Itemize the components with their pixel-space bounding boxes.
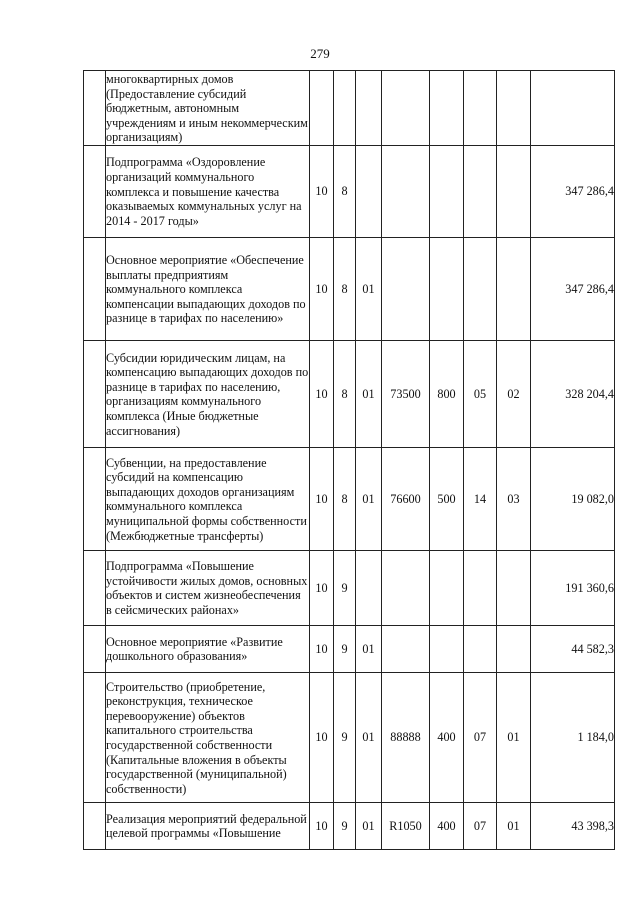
description-text: Строительство (приобретение, реконструкция, техническое перевооружение) объектов капитального строительства государственной собственности (Капитальные вложения в объекты государственной (муниципальной) собственности) bbox=[106, 679, 287, 796]
page-number: 279 bbox=[310, 46, 330, 61]
budget-table bbox=[83, 70, 615, 850]
ministry-cell bbox=[310, 71, 334, 146]
amount-cell: 328 204,4 bbox=[531, 340, 615, 447]
section-cell: 9 bbox=[334, 550, 356, 625]
subsection-cell: 01 bbox=[356, 672, 382, 802]
kosgu-a-cell bbox=[464, 625, 497, 672]
description-cell bbox=[106, 447, 310, 550]
kosgu-a-cell bbox=[464, 71, 497, 146]
expense-type-cell: 800 bbox=[430, 340, 464, 447]
row-number-cell bbox=[84, 145, 106, 237]
target-article-cell: R1050 bbox=[382, 802, 430, 849]
ministry-cell: 10 bbox=[310, 237, 334, 340]
row-number-cell bbox=[84, 802, 106, 849]
description-cell bbox=[106, 237, 310, 340]
section-cell: 9 bbox=[334, 672, 356, 802]
expense-type-cell: 400 bbox=[430, 672, 464, 802]
table-row bbox=[84, 447, 615, 550]
target-article-cell bbox=[382, 145, 430, 237]
kosgu-b-cell: 03 bbox=[497, 447, 531, 550]
kosgu-a-cell bbox=[464, 237, 497, 340]
expense-type-cell bbox=[430, 145, 464, 237]
kosgu-b-cell: 01 bbox=[497, 672, 531, 802]
target-article-cell bbox=[382, 625, 430, 672]
kosgu-b-cell bbox=[497, 237, 531, 340]
ministry-cell: 10 bbox=[310, 145, 334, 237]
kosgu-b-cell bbox=[497, 550, 531, 625]
target-article-cell: 88888 bbox=[382, 672, 430, 802]
section-cell: 8 bbox=[334, 237, 356, 340]
ministry-cell: 10 bbox=[310, 340, 334, 447]
section-cell: 9 bbox=[334, 625, 356, 672]
description-cell bbox=[106, 145, 310, 237]
section-cell: 8 bbox=[334, 447, 356, 550]
row-number-cell bbox=[84, 625, 106, 672]
amount-cell: 1 184,0 bbox=[531, 672, 615, 802]
description-text: Подпрограмма «Повышение устойчивости жилых домов, основных объектов и систем жизнеобеспечения в сейсмических районах» bbox=[106, 559, 308, 618]
expense-type-cell bbox=[430, 550, 464, 625]
row-number-cell bbox=[84, 340, 106, 447]
kosgu-a-cell bbox=[464, 550, 497, 625]
kosgu-a-cell: 05 bbox=[464, 340, 497, 447]
target-article-cell bbox=[382, 237, 430, 340]
section-cell: 8 bbox=[334, 340, 356, 447]
row-number-cell bbox=[84, 672, 106, 802]
description-text: Реализация мероприятий федеральной целевой программы «Повышение bbox=[106, 811, 307, 841]
subsection-cell: 01 bbox=[356, 625, 382, 672]
expense-type-cell bbox=[430, 237, 464, 340]
description-cell bbox=[106, 625, 310, 672]
target-article-cell: 76600 bbox=[382, 447, 430, 550]
amount-cell: 191 360,6 bbox=[531, 550, 615, 625]
description-text: многоквартирных домов (Предоставление субсидий бюджетным, автономным учреждениям и иным некоммерческим организациям) bbox=[106, 72, 308, 145]
ministry-cell: 10 bbox=[310, 625, 334, 672]
expense-type-cell bbox=[430, 625, 464, 672]
amount-cell: 347 286,4 bbox=[531, 237, 615, 340]
section-cell: 8 bbox=[334, 145, 356, 237]
subsection-cell: 01 bbox=[356, 340, 382, 447]
ministry-cell: 10 bbox=[310, 447, 334, 550]
amount-cell: 44 582,3 bbox=[531, 625, 615, 672]
table-row bbox=[84, 145, 615, 237]
kosgu-b-cell: 02 bbox=[497, 340, 531, 447]
kosgu-a-cell: 07 bbox=[464, 672, 497, 802]
description-text: Основное мероприятие «Обеспечение выплаты предприятиям коммунального комплекса компенсации выпадающих доходов по разнице в тарифах по населению» bbox=[106, 252, 306, 326]
expense-type-cell: 400 bbox=[430, 802, 464, 849]
ministry-cell: 10 bbox=[310, 802, 334, 849]
amount-cell: 43 398,3 bbox=[531, 802, 615, 849]
amount-cell: 19 082,0 bbox=[531, 447, 615, 550]
kosgu-a-cell: 07 bbox=[464, 802, 497, 849]
description-text: Субсидии юридическим лицам, на компенсацию выпадающих доходов по разнице в тарифах по населению, организациям коммунального комплекса (Иные бюджетные ассигнования) bbox=[106, 350, 309, 438]
section-cell bbox=[334, 71, 356, 146]
description-cell bbox=[106, 340, 310, 447]
kosgu-b-cell: 01 bbox=[497, 802, 531, 849]
target-article-cell bbox=[382, 71, 430, 146]
table-row bbox=[84, 550, 615, 625]
table-row bbox=[84, 625, 615, 672]
description-cell bbox=[106, 71, 310, 146]
subsection-cell bbox=[356, 71, 382, 146]
description-text: Основное мероприятие «Развитие дошкольного образования» bbox=[106, 634, 283, 664]
row-number-cell bbox=[84, 550, 106, 625]
subsection-cell: 01 bbox=[356, 447, 382, 550]
budget-table-body bbox=[84, 71, 615, 850]
kosgu-a-cell: 14 bbox=[464, 447, 497, 550]
kosgu-b-cell bbox=[497, 625, 531, 672]
target-article-cell: 73500 bbox=[382, 340, 430, 447]
table-row bbox=[84, 802, 615, 849]
ministry-cell: 10 bbox=[310, 672, 334, 802]
row-number-cell bbox=[84, 447, 106, 550]
target-article-cell bbox=[382, 550, 430, 625]
subsection-cell: 01 bbox=[356, 802, 382, 849]
subsection-cell: 01 bbox=[356, 237, 382, 340]
table-row bbox=[84, 71, 615, 146]
kosgu-b-cell bbox=[497, 71, 531, 146]
expense-type-cell bbox=[430, 71, 464, 146]
table-row bbox=[84, 237, 615, 340]
subsection-cell bbox=[356, 145, 382, 237]
description-cell bbox=[106, 802, 310, 849]
description-text: Субвенции, на предоставление субсидий на компенсацию выпадающих доходов организациям коммунального комплекса муниципальной формы собственности (Межбюджетные трансферты) bbox=[106, 455, 307, 543]
description-cell bbox=[106, 550, 310, 625]
row-number-cell bbox=[84, 237, 106, 340]
description-cell bbox=[106, 672, 310, 802]
subsection-cell bbox=[356, 550, 382, 625]
kosgu-b-cell bbox=[497, 145, 531, 237]
table-row bbox=[84, 340, 615, 447]
amount-cell bbox=[531, 71, 615, 146]
description-text: Подпрограмма «Оздоровление организаций коммунального комплекса и повышение качества оказываемых коммунальных услуг на 2014 - 2017 годы» bbox=[106, 155, 302, 228]
ministry-cell: 10 bbox=[310, 550, 334, 625]
row-number-cell bbox=[84, 71, 106, 146]
kosgu-a-cell bbox=[464, 145, 497, 237]
section-cell: 9 bbox=[334, 802, 356, 849]
table-row bbox=[84, 672, 615, 802]
amount-cell: 347 286,4 bbox=[531, 145, 615, 237]
expense-type-cell: 500 bbox=[430, 447, 464, 550]
